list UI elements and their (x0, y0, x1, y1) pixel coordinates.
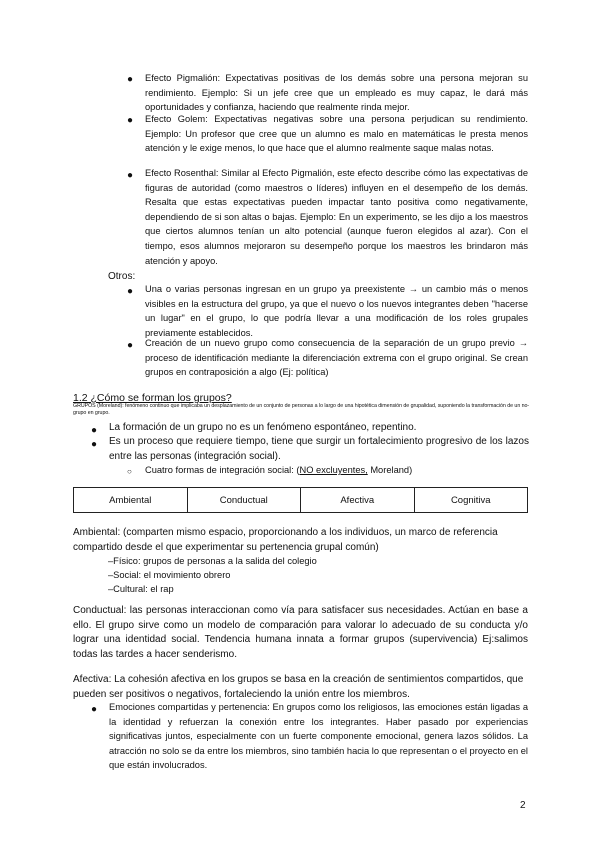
bullet-icon: ● (91, 439, 98, 450)
table-cell-cognitiva: Cognitiva (414, 488, 528, 513)
circle-bullet-icon: ○ (127, 467, 132, 476)
bullet-icon: ● (91, 425, 98, 436)
otros-label: Otros: (108, 271, 136, 282)
bullet-icon: ● (127, 115, 134, 126)
afectiva-text: Afectiva: La cohesión afectiva en los grupos se basa en la creación de sentimientos compartidos, que pueden ser positivos o negativos, fortaleciendo la unión entre los miembros. (73, 674, 524, 700)
effect-rosenthal: Efecto Rosenthal: Similar al Efecto Pigmalión, este efecto describe cómo las expectativas de figuras de autoridad (como maestros o líderes) influyen en el desempeño de los demás. Resalta que estas expectativas pueden impactar tanto positiva como negativamente, dependiendo de si son altas o bajas. Ejemplo: En un experimento, se les dijo a los maestros que ciertos alumnos tenían un alto potencial (aunque fueron elegidos al azar). Con el tiempo, esos alumnos mejoraron su desempeño porque los maestros les brindaron más atención y apoyo. (145, 168, 528, 266)
effect-pigmalion: Efecto Pigmalión: Expectativas positivas de los demás sobre una persona mejoran su rendimiento. Ejemplo: Si un jefe cree que un empleado es muy capaz, le dará más oportunidades y confianza, haciendo que realmente rinda mejor. (145, 73, 528, 113)
table-cell-afectiva: Afectiva (301, 488, 415, 513)
integration-forms (145, 463, 525, 478)
ambiental-item: –Físico: grupos de personas a la salida del colegio (108, 556, 317, 566)
bullet-icon: ● (127, 286, 134, 297)
page-number: 2 (520, 800, 526, 811)
table-row (74, 488, 528, 513)
ambiental-text: Ambiental: (comparten mismo espacio, proporcionando a los individuos, un marco de referencia compartido desde el que experimentar su pertenencia grupal común) (73, 527, 498, 553)
integration-underlined: NO excluyentes, (299, 465, 368, 475)
section-note: GRUPOS (Moreland): fenómeno continuo que implicaba un desplazamiento de un conjunto de personas a lo largo de una hipotética dimensión de grupalidad, suponiendo la transformación de un no-grupo en grupo. (73, 403, 530, 417)
bullet-icon: ● (91, 704, 98, 715)
formation-bullet: La formación de un grupo no es un fenómeno espontáneo, repentino. (109, 422, 417, 433)
table-cell-conductual: Conductual (187, 488, 301, 513)
integration-suffix: Moreland) (367, 465, 413, 475)
effect-golem: Efecto Golem: Expectativas negativas sobre una persona perjudican su rendimiento. Ejemplo: Un profesor que cree que un alumno es malo en matemáticas le presta menos atención y le exige menos, lo que hace que el alumno realmente saque malas notas. (145, 114, 528, 154)
otros-item: Una o varias personas ingresan en un grupo ya preexistente → un cambio más o menos visibles en la estructura del grupo, ya que el nuevo o los nuevos integrantes deben "hacerse un lugar" en el grupo, lo que podría llevar a una modificación de los roles grupales previamente establecidos. (145, 284, 528, 338)
table-cell-ambiental: Ambiental (74, 488, 188, 513)
integration-types-table (73, 487, 528, 513)
bullet-icon: ● (127, 340, 134, 351)
integration-prefix: Cuatro formas de integración social: ( (145, 465, 300, 475)
section-title: 1.2 ¿Cómo se forman los grupos? (73, 392, 232, 404)
conductual-text: Conductual: las personas interaccionan como vía para satisfacer sus necesidades. Actúan en base a ello. El grupo sirve como un modelo de comparación para valorar lo adecuado de su conducta y/o lograr una identidad social. Tendencia humana innata a formar grupos (supervivencia) Ej:salimos todas las tardes a hacer senderismo. (73, 605, 528, 660)
bullet-icon: ● (127, 74, 134, 85)
bullet-icon: ● (127, 170, 134, 181)
ambiental-item: –Social: el movimiento obrero (108, 570, 231, 580)
formation-bullet: Es un proceso que requiere tiempo, tiene que surgir un fortalecimiento progresivo de los lazos entre las personas (integración social). (109, 436, 529, 462)
ambiental-item: –Cultural: el rap (108, 584, 174, 594)
otros-item: Creación de un nuevo grupo como consecuencia de la separación de un grupo previo → proceso de identificación mediante la diferenciación extrema con el grupo original. Se crean grupos en contraposición a algo (Ej: política) (145, 338, 528, 378)
afectiva-bullet: Emociones compartidas y pertenencia: En grupos como los religiosos, las emociones están ligadas a la identidad y refuerzan la conexión entre los integrantes. Haber pasado por experiencias significativas juntos, especialmente con un fuerte componente emocional, genera lazos sólidos. La atracción no solo se da entre los miembros, sino también hacia lo que representan o el proyecto en el que están involucrados. (109, 702, 528, 771)
